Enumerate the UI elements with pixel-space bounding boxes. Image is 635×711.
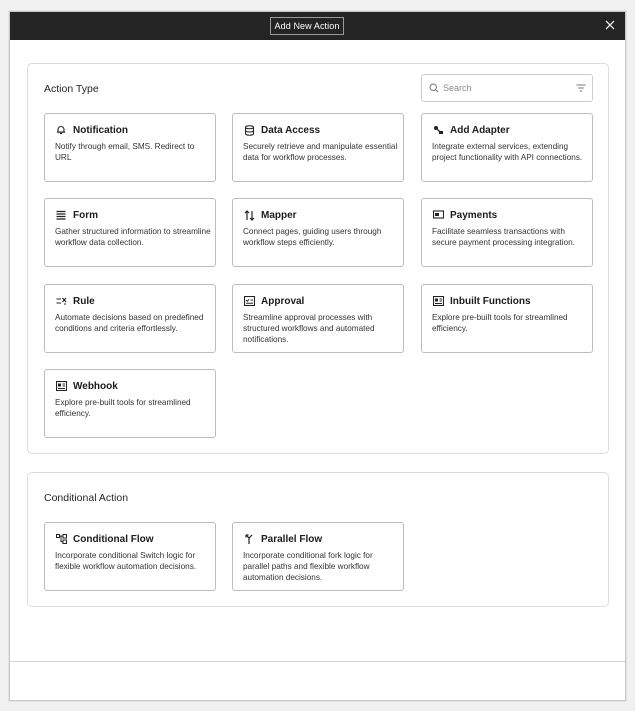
card-title: Conditional Flow	[73, 533, 154, 545]
card-description: Integrate external services, extending project functionality with API connections.	[432, 142, 583, 163]
database-icon	[243, 124, 255, 136]
action-card-approval[interactable]	[232, 284, 404, 353]
add-action-modal	[9, 11, 626, 701]
card-description: Explore pre-built tools for streamlined efficiency.	[432, 313, 568, 334]
conditional-action-panel	[27, 472, 609, 607]
search-icon	[429, 83, 439, 93]
action-card-rule[interactable]	[44, 284, 216, 353]
rule-icon	[55, 295, 67, 307]
function-icon	[432, 295, 444, 307]
conditional-action-heading: Conditional Action	[44, 492, 129, 504]
card-description: Incorporate conditional Switch logic for flexible workflow automation decisions.	[55, 551, 197, 572]
card-title: Parallel Flow	[261, 533, 323, 545]
card-description: Facilitate seamless transactions with secure payment processing integration.	[432, 227, 575, 248]
card-title: Webhook	[73, 380, 118, 392]
action-card-notification[interactable]	[44, 113, 216, 182]
card-description: Gather structured information to streamline workflow data collection.	[55, 227, 211, 248]
bell-icon	[55, 124, 67, 136]
adapter-icon	[432, 124, 444, 136]
search-input[interactable]	[443, 80, 563, 96]
card-description: Explore pre-built tools for streamlined efficiency.	[55, 398, 191, 419]
approval-icon	[243, 295, 255, 307]
action-type-heading: Action Type	[44, 83, 99, 95]
action-card-webhook[interactable]	[44, 369, 216, 438]
action-card-data-access[interactable]	[232, 113, 404, 182]
card-description: Incorporate conditional fork logic for parallel paths and flexible workflow automation decisions.	[243, 551, 373, 583]
card-description: Automate decisions based on predefined conditions and criteria effortlessly.	[55, 313, 204, 334]
card-title: Approval	[261, 295, 305, 307]
conditional-flow-icon	[55, 533, 67, 545]
action-card-parallel-flow[interactable]	[232, 522, 404, 591]
card-title: Inbuilt Functions	[450, 295, 531, 307]
action-card-conditional-flow[interactable]	[44, 522, 216, 591]
close-icon	[603, 18, 617, 32]
webhook-icon	[55, 380, 67, 392]
card-title: Data Access	[261, 124, 321, 136]
filter-icon[interactable]	[576, 84, 586, 92]
card-description: Connect pages, guiding users through workflow steps efficiently.	[243, 227, 382, 248]
modal-header	[10, 12, 625, 40]
card-description: Securely retrieve and manipulate essential data for workflow processes.	[243, 142, 398, 163]
footer-divider	[10, 661, 625, 662]
action-card-payments[interactable]	[421, 198, 593, 267]
close-button[interactable]	[603, 18, 617, 32]
card-title: Add Adapter	[450, 124, 510, 136]
card-title: Notification	[73, 124, 128, 136]
card-title: Rule	[73, 295, 95, 307]
modal-title: Add New Action	[270, 17, 344, 35]
payment-icon	[432, 209, 444, 221]
action-card-inbuilt-functions[interactable]	[421, 284, 593, 353]
search-box[interactable]	[421, 74, 593, 102]
action-card-add-adapter[interactable]	[421, 113, 593, 182]
mapper-icon	[243, 209, 255, 221]
form-icon	[55, 209, 67, 221]
action-type-panel	[27, 63, 609, 454]
card-description: Notify through email, SMS. Redirect to URL	[55, 142, 195, 163]
card-description: Streamline approval processes with structured workflows and automated notifications.	[243, 313, 375, 345]
action-card-mapper[interactable]	[232, 198, 404, 267]
card-title: Payments	[450, 209, 498, 221]
card-title: Form	[73, 209, 98, 221]
action-card-form[interactable]	[44, 198, 216, 267]
card-title: Mapper	[261, 209, 297, 221]
parallel-flow-icon	[243, 533, 255, 545]
